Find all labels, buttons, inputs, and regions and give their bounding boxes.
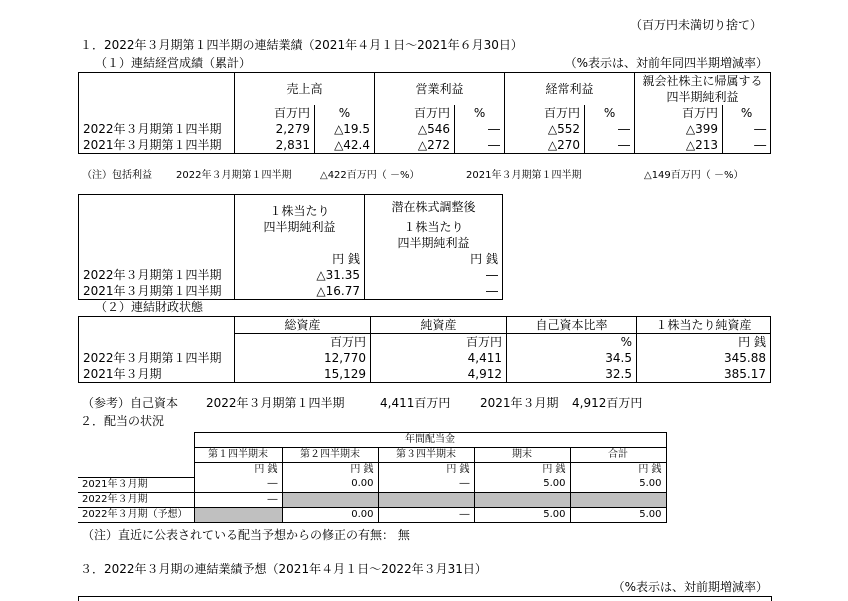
eps-unit: 円 銭 — [365, 251, 503, 267]
cell: △16.77 — [235, 283, 365, 300]
cell: 5.00 — [474, 507, 570, 522]
cell: 15,129 — [235, 366, 371, 383]
cell: 0.00 — [282, 477, 378, 492]
eps-header-2c: 四半期純利益 — [365, 235, 503, 251]
header-net-income-1: 親会社株主に帰属する — [635, 73, 771, 90]
div-header: 合計 — [570, 448, 666, 463]
fin-unit: % — [507, 334, 637, 351]
cell: △213 — [635, 137, 723, 154]
cell: ― — [455, 137, 505, 154]
cell: 0.00 — [282, 507, 378, 522]
unit-note: （百万円未満切り捨て） — [629, 18, 762, 32]
section1-sub1-note: （%表示は、対前年同四半期増減率） — [564, 56, 768, 70]
shaded-cell — [194, 507, 282, 522]
results-table — [78, 72, 771, 154]
cell: 5.00 — [474, 477, 570, 492]
eps-table — [78, 194, 503, 300]
fin-header: 総資産 — [235, 317, 371, 334]
dividend-table — [78, 432, 667, 523]
cell: ― — [194, 477, 282, 492]
eps-header-1a: １株当たり — [235, 195, 365, 220]
cell: ― — [585, 137, 635, 154]
ref-label: （参考）自己資本 — [82, 396, 179, 410]
fin-header: 純資産 — [371, 317, 507, 334]
fin-unit: 百万円 — [371, 334, 507, 351]
cell: 12,770 — [235, 350, 371, 366]
cell: △399 — [635, 121, 723, 137]
shaded-cell — [378, 492, 474, 507]
cell: 32.5 — [507, 366, 637, 383]
row-label: 2021年３月期 — [79, 366, 235, 383]
cell: ― — [378, 477, 474, 492]
div-header: 第１四半期末 — [194, 448, 282, 463]
unit-pct: % — [723, 105, 771, 121]
ref-period1: 2022年３月期第１四半期 — [206, 396, 345, 410]
ci-label: （注）包括利益 — [82, 170, 152, 181]
dividend-note: （注）直近に公表されている配当予想からの修正の有無： 無 — [82, 528, 410, 542]
cell: 345.88 — [637, 350, 771, 366]
eps-header-2b: １株当たり — [365, 219, 503, 235]
cell: ― — [194, 492, 282, 507]
div-header: 第３四半期末 — [378, 448, 474, 463]
results-corner — [79, 73, 235, 106]
header-operating-income: 営業利益 — [375, 73, 505, 106]
row-label: 2022年３月期（予想） — [78, 507, 194, 522]
cell: 34.5 — [507, 350, 637, 366]
forecast-table-top — [78, 596, 772, 601]
row-label: 2021年３月期第１四半期 — [79, 137, 235, 154]
cell: △19.5 — [315, 121, 375, 137]
div-unit: 円 銭 — [378, 463, 474, 478]
unit-pct: % — [315, 105, 375, 121]
div-unit: 円 銭 — [194, 463, 282, 478]
section1-title: １．2022年３月期第１四半期の連結業績（2021年４月１日～2021年６月30日） — [80, 38, 523, 52]
section3-note: （%表示は、対前期増減率） — [612, 580, 768, 594]
cell: △42.4 — [315, 137, 375, 154]
ci-period2: 2021年３月期第１四半期 — [466, 170, 582, 181]
div-unit: 円 銭 — [570, 463, 666, 478]
cell: ― — [365, 267, 503, 283]
ref-period2: 2021年３月期 — [480, 396, 559, 410]
cell: ― — [723, 121, 771, 137]
header-ordinary-income: 経常利益 — [505, 73, 635, 106]
row-label: 2022年３月期第１四半期 — [79, 267, 235, 283]
div-unit: 円 銭 — [282, 463, 378, 478]
cell: ― — [585, 121, 635, 137]
eps-unit: 円 銭 — [235, 251, 365, 267]
fin-unit: 百万円 — [235, 334, 371, 351]
cell: ― — [723, 137, 771, 154]
cell: △546 — [375, 121, 455, 137]
div-unit: 円 銭 — [474, 463, 570, 478]
row-label: 2022年３月期第１四半期 — [79, 121, 235, 137]
unit-pct: % — [585, 105, 635, 121]
cell: △272 — [375, 137, 455, 154]
div-header: 期末 — [474, 448, 570, 463]
cell: △270 — [505, 137, 585, 154]
cell: 5.00 — [570, 477, 666, 492]
header-net-income-2: 四半期純利益 — [635, 89, 771, 105]
unit-pct: % — [455, 105, 505, 121]
fin-header: １株当たり純資産 — [637, 317, 771, 334]
cell: ― — [455, 121, 505, 137]
row-label: 2021年３月期 — [78, 477, 194, 492]
annual-dividend-header: 年間配当金 — [194, 433, 666, 448]
cell: △552 — [505, 121, 585, 137]
ref-value2: 4,912百万円 — [572, 396, 643, 410]
unit-m: 百万円 — [635, 105, 723, 121]
unit-m: 百万円 — [505, 105, 585, 121]
header-sales: 売上高 — [235, 73, 375, 106]
div-header: 第２四半期末 — [282, 448, 378, 463]
shaded-cell — [474, 492, 570, 507]
row-label: 2022年３月期第１四半期 — [79, 350, 235, 366]
cell: ― — [365, 283, 503, 300]
unit-m: 百万円 — [375, 105, 455, 121]
ci-value1: △422百万円（ －%） — [320, 170, 420, 181]
row-label: 2022年３月期 — [78, 492, 194, 507]
shaded-cell — [570, 492, 666, 507]
cell: 4,912 — [371, 366, 507, 383]
cell: 2,831 — [235, 137, 315, 154]
ci-value2: △149百万円（ －%） — [644, 170, 744, 181]
section1-sub2: （２）連結財政状態 — [95, 300, 204, 314]
section1-sub1: （１）連結経営成績（累計） — [95, 56, 252, 70]
section2-title: ２．配当の状況 — [80, 414, 165, 428]
unit-m: 百万円 — [235, 105, 315, 121]
cell: 2,279 — [235, 121, 315, 137]
cell: ― — [378, 507, 474, 522]
cell: △31.35 — [235, 267, 365, 283]
cell: 4,411 — [371, 350, 507, 366]
shaded-cell — [282, 492, 378, 507]
eps-header-2a: 潜在株式調整後 — [365, 195, 503, 220]
ref-value1: 4,411百万円 — [380, 396, 451, 410]
financial-table — [78, 316, 771, 383]
fin-header: 自己資本比率 — [507, 317, 637, 334]
cell: 5.00 — [570, 507, 666, 522]
cell: 385.17 — [637, 366, 771, 383]
fin-unit: 円 銭 — [637, 334, 771, 351]
eps-header-1b: 四半期純利益 — [235, 219, 365, 235]
row-label: 2021年３月期第１四半期 — [79, 283, 235, 300]
section3-title: ３．2022年３月期の連結業績予想（2021年４月１日～2022年３月31日） — [80, 562, 487, 576]
ci-period1: 2022年３月期第１四半期 — [176, 170, 292, 181]
